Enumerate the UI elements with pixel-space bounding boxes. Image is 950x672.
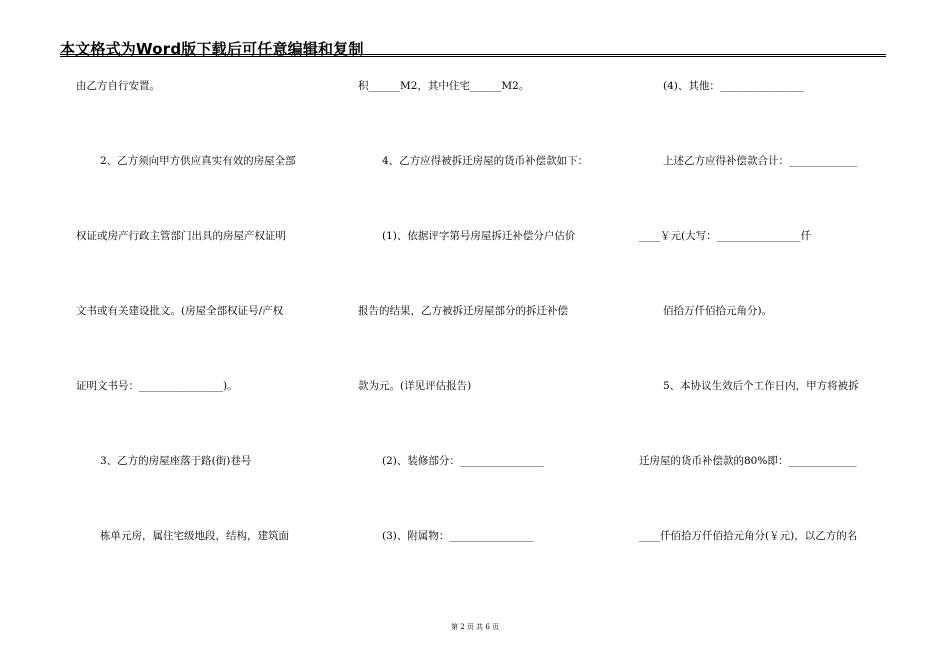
text-line: 款为元。(详见评估报告): [358, 380, 472, 392]
header-rule-top: [60, 54, 886, 55]
text-line: 栋单元房，属住宅级地段，结构，建筑面: [100, 530, 289, 542]
text-line: 上述乙方应得补偿款合计：_____________: [663, 155, 858, 167]
page-number-footer: 第 2 页 共 6 页: [450, 623, 500, 631]
text-line: ____￥元(大写：________________仟: [639, 230, 812, 242]
text-line: 权证或房产行政主管部门出具的房屋产权证明: [76, 230, 286, 242]
text-line: ____仟佰拾万仟佰拾元角分(￥元)，以乙方的名: [639, 530, 858, 542]
text-line: 3、乙方的房屋座落于路(街)巷号: [100, 455, 252, 467]
text-line: (4)、其他：________________: [663, 80, 804, 92]
text-line: 4、乙方应得被拆迁房屋的货币补偿款如下：: [382, 155, 589, 167]
text-line: 文书或有关建设批文。(房屋全部权证号/产权: [76, 305, 284, 317]
text-line: 5、本协议生效后个工作日内，甲方将被拆: [663, 380, 859, 392]
text-line: (1)、依据评字第号房屋拆迁补偿分户估价: [382, 230, 576, 242]
text-line: (2)、装修部分：________________: [382, 455, 544, 467]
text-line: 2、乙方须向甲方供应真实有效的房屋全部: [100, 155, 296, 167]
text-line: 报告的结果，乙方被拆迁房屋部分的拆迁补偿: [358, 305, 568, 317]
text-line: (3)、附属物：________________: [382, 530, 534, 542]
text-line: 由乙方自行安置。: [76, 80, 160, 92]
text-line: 迁房屋的货币补偿款的80%即：_____________: [639, 455, 857, 467]
text-line: 证明文书号：________________)。: [76, 380, 238, 392]
header-rule-bottom: [60, 56, 886, 57]
page-header-title: 本文格式为Word版下载后可任意编辑和复制: [60, 40, 364, 58]
text-line: 积______M2，其中住宅______M2。: [358, 80, 530, 92]
text-line: 佰拾万仟佰拾元角分)。: [663, 305, 773, 317]
